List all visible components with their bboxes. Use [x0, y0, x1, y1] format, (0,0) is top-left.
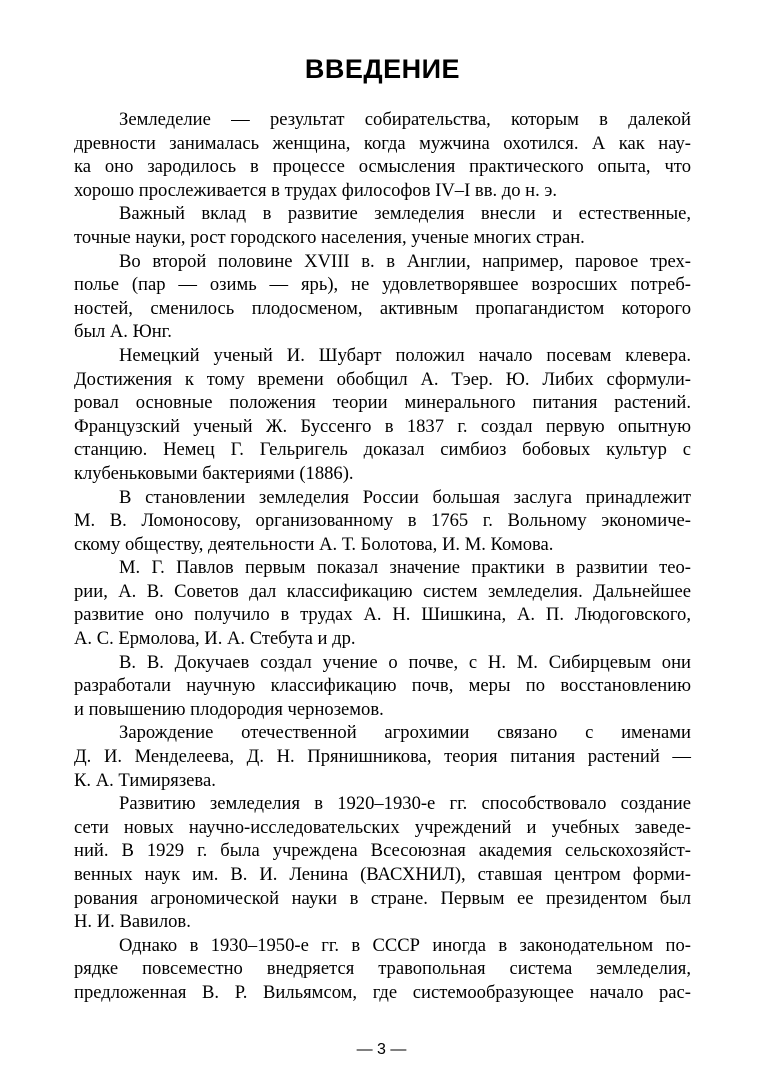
text-line: Н. И. Вавилов.	[74, 911, 191, 933]
text-line: разработали научную классификацию почв, меры по восстановлению	[74, 675, 691, 697]
page-number: — 3 —	[356, 1041, 407, 1058]
text-line: развитие оно получило в трудах А. Н. Шишкина, А. П. Людоговского,	[74, 604, 691, 626]
paragraph	[74, 486, 691, 557]
text-line: был А. Юнг.	[74, 321, 172, 343]
paragraph	[74, 250, 691, 344]
document-page	[74, 52, 691, 1005]
text-line: ностей, сменилось плодосменом, активным пропагандистом которого	[74, 297, 691, 319]
text-line: предложенная В. Р. Вильямсом, где системообразующее начало рас-	[74, 981, 691, 1003]
paragraph	[74, 934, 691, 1005]
text-line: клубеньковыми бактериями (1886).	[74, 462, 354, 484]
text-line: рии, А. В. Советов дал классификацию систем земледелия. Дальнейшее	[74, 580, 691, 602]
text-line: сети новых научно-исследовательских учреждений и учебных заведе-	[74, 816, 691, 838]
body-text	[74, 108, 691, 1005]
paragraph	[74, 344, 691, 486]
text-line: К. А. Тимирязева.	[74, 769, 216, 791]
text-line: Важный вклад в развитие земледелия внесли и естественные,	[119, 203, 691, 225]
paragraph	[74, 721, 691, 792]
text-line: ний. В 1929 г. была учреждена Всесоюзная академия сельскохозяйст-	[74, 840, 691, 862]
text-line: хорошо прослеживается в трудах философов IV–I вв. до н. э.	[74, 179, 558, 201]
paragraph	[74, 651, 691, 722]
text-line: М. В. Ломоносову, организованному в 1765 г. Вольному экономиче-	[74, 510, 691, 532]
text-line: Зарождение отечественной агрохимии связано с именами	[119, 722, 691, 744]
paragraph	[74, 556, 691, 650]
text-line: Французский ученый Ж. Буссенго в 1837 г. создал первую опытную	[74, 415, 691, 437]
text-line: Развитию земледелия в 1920–1930-е гг. способствовало создание	[119, 793, 691, 815]
text-line: древности занималась женщина, когда мужчина охотился. А как нау-	[74, 132, 691, 154]
text-line: В становлении земледелия России большая заслуга принадлежит	[119, 486, 691, 508]
text-line: Достижения к тому времени обобщил А. Тэер. Ю. Либих сформули-	[74, 368, 691, 390]
text-line: В. В. Докучаев создал учение о почве, с Н. М. Сибирцевым они	[119, 651, 691, 673]
text-line: точные науки, рост городского населения, ученые многих стран.	[74, 226, 585, 248]
text-line: ка оно зародилось в процессе осмысления практического опыта, что	[74, 156, 691, 178]
text-line: А. С. Ермолова, И. А. Стебута и др.	[74, 628, 356, 650]
text-line: Однако в 1930–1950-е гг. в СССР иногда в законодательном по-	[119, 934, 691, 956]
text-line: Земледелие — результат собирательства, которым в далекой	[119, 109, 691, 130]
text-line: рядке повсеместно внедряется травопольная система земледелия,	[74, 958, 691, 980]
text-line: Во второй половине XVIII в. в Англии, например, паровое трех-	[119, 250, 691, 272]
text-line: станцию. Немец Г. Гельригель доказал симбиоз бобовых культур с	[74, 439, 691, 461]
text-line: полье (пар — озимь — ярь), не удовлетворявшее возросших потреб-	[74, 274, 691, 296]
text-line: Немецкий ученый И. Шубарт положил начало посевам клевера.	[119, 344, 691, 366]
paragraph	[74, 792, 691, 934]
text-line: скому обществу, деятельности А. Т. Болотова, И. М. Комова.	[74, 533, 554, 555]
paragraph	[74, 202, 691, 249]
text-line: рования агрономической науки в стране. Первым ее президентом был	[74, 887, 691, 909]
text-line: М. Г. Павлов первым показал значение практики в развитии тео-	[119, 557, 691, 579]
text-line: и повышению плодородия черноземов.	[74, 698, 384, 720]
text-line: ровал основные положения теории минерального питания растений.	[74, 392, 691, 414]
paragraph	[74, 108, 691, 202]
text-line: Д. И. Менделеева, Д. Н. Прянишникова, теория питания растений —	[74, 746, 691, 768]
text-line: венных наук им. В. И. Ленина (ВАСХНИЛ), ставшая центром форми-	[74, 864, 691, 885]
chapter-title: ВВЕДЕНИЕ	[304, 54, 461, 84]
